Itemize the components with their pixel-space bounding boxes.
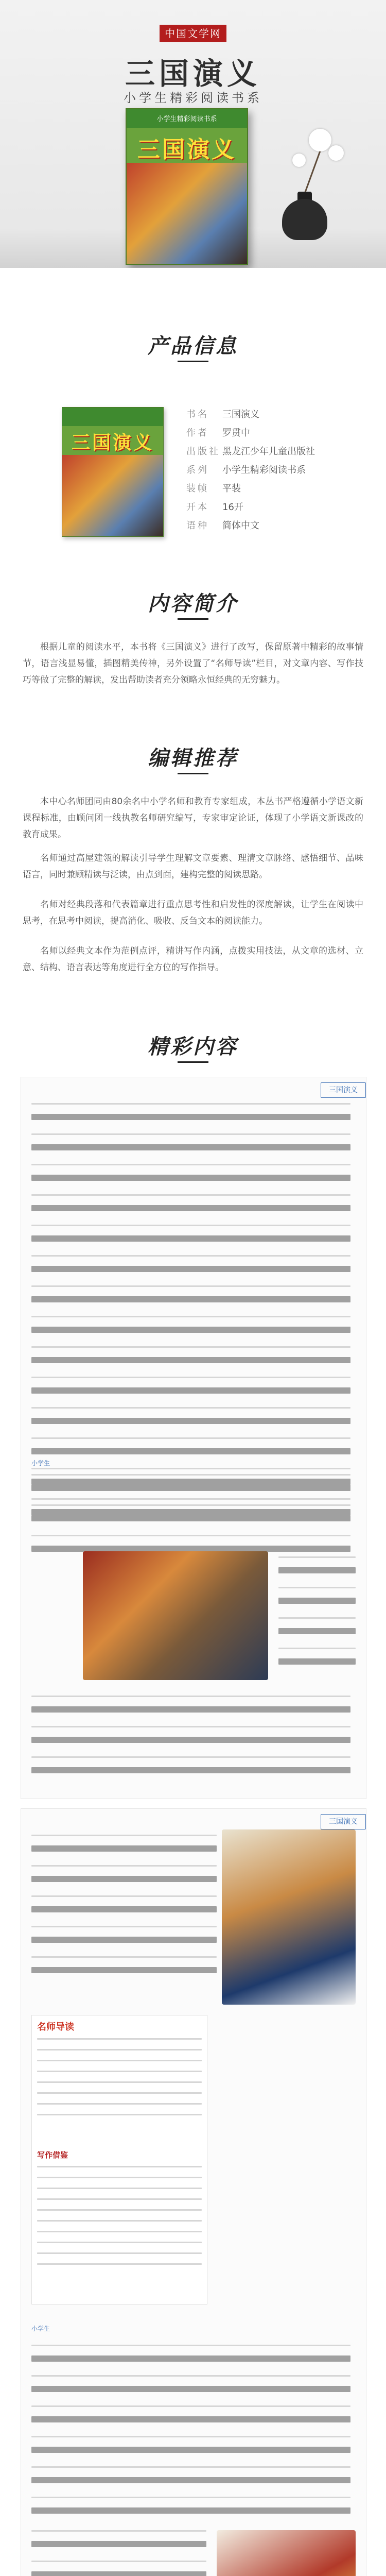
intro-text: 根据儿童的阅读水平，本书将《三国演义》进行了改写，保留原著中精彩的故事情节，语言浅显易懂，插图精美传神，另外设置了“名师导读”栏目，对文章内容、写作技巧等做了完整的解读，发出帮助读者充分领略永恒经典的无穷魅力。 bbox=[23, 642, 363, 685]
flower-icon bbox=[292, 154, 306, 167]
cover-band bbox=[62, 408, 163, 426]
sample-text-block bbox=[31, 2345, 350, 2527]
info-row-language: 语种 简体中文 bbox=[186, 520, 259, 531]
teacher-guide-box bbox=[31, 2015, 207, 2304]
guide-text-block bbox=[37, 2166, 202, 2274]
info-row-series: 系列 小学生精彩阅读书系 bbox=[186, 465, 306, 476]
heading-underline bbox=[178, 361, 208, 362]
sample-text-block bbox=[31, 1696, 350, 1787]
highlights-heading: 精彩内容 bbox=[148, 1035, 238, 1059]
intro-heading: 内容简介 bbox=[148, 591, 238, 616]
info-row-binding: 装帧 平装 bbox=[186, 483, 241, 494]
warrior-illustration bbox=[222, 1829, 356, 2005]
recommend-paragraph: 名师通过高屋建瓴的解读引导学生理解文章要素、理清文章脉络、感悟细节、品味语言，同时兼顾精读与泛读，由点到面，建构完整的阅读思路。 bbox=[23, 853, 363, 880]
cover-title: 三国演义 bbox=[71, 432, 154, 453]
product-book-cover bbox=[62, 407, 164, 537]
info-row-format: 开本 16开 bbox=[186, 502, 243, 513]
student-icon: 小学生 bbox=[31, 1460, 50, 1467]
general-illustration bbox=[217, 2530, 356, 2576]
guide-title: 名师导读 bbox=[37, 2022, 74, 2032]
sample-text-block bbox=[31, 2530, 206, 2576]
sample-page-1 bbox=[21, 1077, 366, 1799]
cover-illustration bbox=[127, 163, 247, 264]
guide-text-block bbox=[37, 2038, 202, 2125]
guide-subtitle: 写作借鉴 bbox=[37, 2150, 68, 2160]
page-header-label: 三国演义 bbox=[321, 1082, 366, 1098]
sample-page-2 bbox=[21, 1808, 366, 2576]
sample-text-block bbox=[31, 1835, 217, 1987]
recommend-paragraph: 名师以经典文本作为范例点评，精讲写作内涵，点拨实用技法，从文章的选材、立意、结构、语言表达等角度进行全方位的写作指导。 bbox=[23, 946, 363, 973]
flower-icon bbox=[309, 129, 331, 151]
cover-series: 小学生精彩阅读书系 bbox=[156, 115, 217, 123]
page-header-label: 三国演义 bbox=[321, 1814, 366, 1829]
info-row-title: 书名 三国演义 bbox=[186, 409, 259, 420]
product-info-heading: 产品信息 bbox=[148, 334, 238, 358]
flower-icon bbox=[328, 145, 344, 161]
info-row-publisher: 出版社 黑龙江少年儿童出版社 bbox=[186, 446, 315, 457]
heading-underline bbox=[178, 618, 208, 620]
info-row-author: 作者 罗贯中 bbox=[186, 428, 250, 438]
recommend-heading: 编辑推荐 bbox=[148, 746, 238, 770]
sample-text-block bbox=[31, 1103, 350, 1529]
hero-title: 三国演义 bbox=[125, 56, 261, 91]
student-icon: 小学生 bbox=[31, 2325, 50, 2332]
heading-underline bbox=[178, 1061, 208, 1063]
heading-underline bbox=[178, 773, 208, 774]
hero-book-cover bbox=[126, 108, 248, 265]
battle-illustration bbox=[83, 1551, 268, 1680]
series-tag: 中国文学网 bbox=[160, 25, 226, 42]
vase-icon bbox=[282, 199, 327, 240]
recommend-paragraph: 本中心名师团同由80余名中小学名师和教育专家组成，本丛书严格遵循小学语文新课程标准，由顾问团一线执教名师研究编写，专家审定论证，体现了小学语文新课改的教育成果。 bbox=[23, 796, 363, 840]
hero-banner bbox=[0, 0, 386, 268]
recommend-paragraph: 名师对经典段落和代表篇章进行重点思考性和启发性的深度解读，让学生在阅读中思考，在思考中阅读，提高消化、吸收、反刍文本的阅读能力。 bbox=[23, 900, 363, 926]
hero-subtitle: 小学生精彩阅读书系 bbox=[124, 91, 262, 105]
sample-text-block bbox=[278, 1556, 356, 1678]
cover-title: 三国演义 bbox=[137, 137, 236, 163]
cover-illustration bbox=[62, 455, 163, 536]
